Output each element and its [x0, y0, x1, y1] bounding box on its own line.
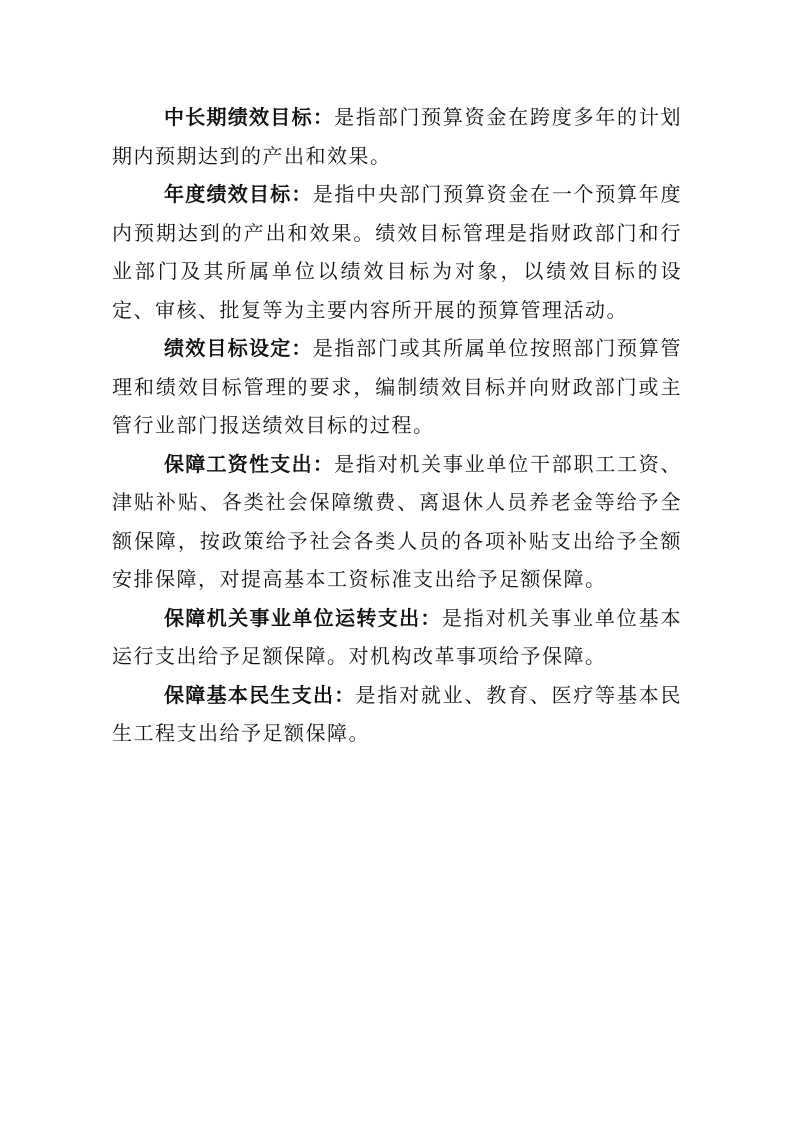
definition-annual-goal	[112, 175, 682, 329]
definition-medium-long-term-goal	[112, 98, 682, 175]
definition-wage-expenditure	[112, 445, 682, 599]
definition-term: 保障机关事业单位运转支出：	[164, 605, 442, 630]
definition-operation-expenditure	[112, 599, 682, 676]
definition-text: 是指部门或其所属单位按照部门预算管理和绩效目标管理的要求，编制绩效目标并向财政部门或主管行业部门报送绩效目标的过程。	[112, 336, 683, 437]
document-body	[112, 98, 682, 753]
definition-goal-setting	[112, 329, 682, 445]
definition-term: 保障基本民生支出：	[164, 682, 356, 707]
definition-livelihood-expenditure	[112, 676, 682, 753]
definition-term: 保障工资性支出：	[164, 451, 335, 476]
definition-text: 是指对机关事业单位基本运行支出给予足额保障。对机构改革事项给予保障。	[112, 605, 683, 668]
definition-text: 是指对机关事业单位干部职工工资、津贴补贴、各类社会保障缴费、离退休人员养老金等给予全额保障，按政策给予社会各类人员的各项补贴支出给予全额安排保障，对提高基本工资标准支出给予足额保障。	[112, 451, 683, 591]
definition-text: 是指对就业、教育、医疗等基本民生工程支出给予足额保障。	[112, 682, 683, 745]
definition-text: 是指部门预算资金在跨度多年的计划期内预期达到的产出和效果。	[112, 105, 683, 168]
definition-term: 年度绩效目标：	[164, 182, 313, 206]
definition-term: 绩效目标设定：	[164, 336, 313, 360]
definition-term: 中长期绩效目标：	[164, 105, 335, 129]
definition-text: 是指中央部门预算资金在一个预算年度内预期达到的产出和效果。绩效目标管理是指财政部门和行业部门及其所属单位以绩效目标为对象，以绩效目标的设定、审核、批复等为主要内容所开展的预算管理活动。	[112, 182, 683, 322]
